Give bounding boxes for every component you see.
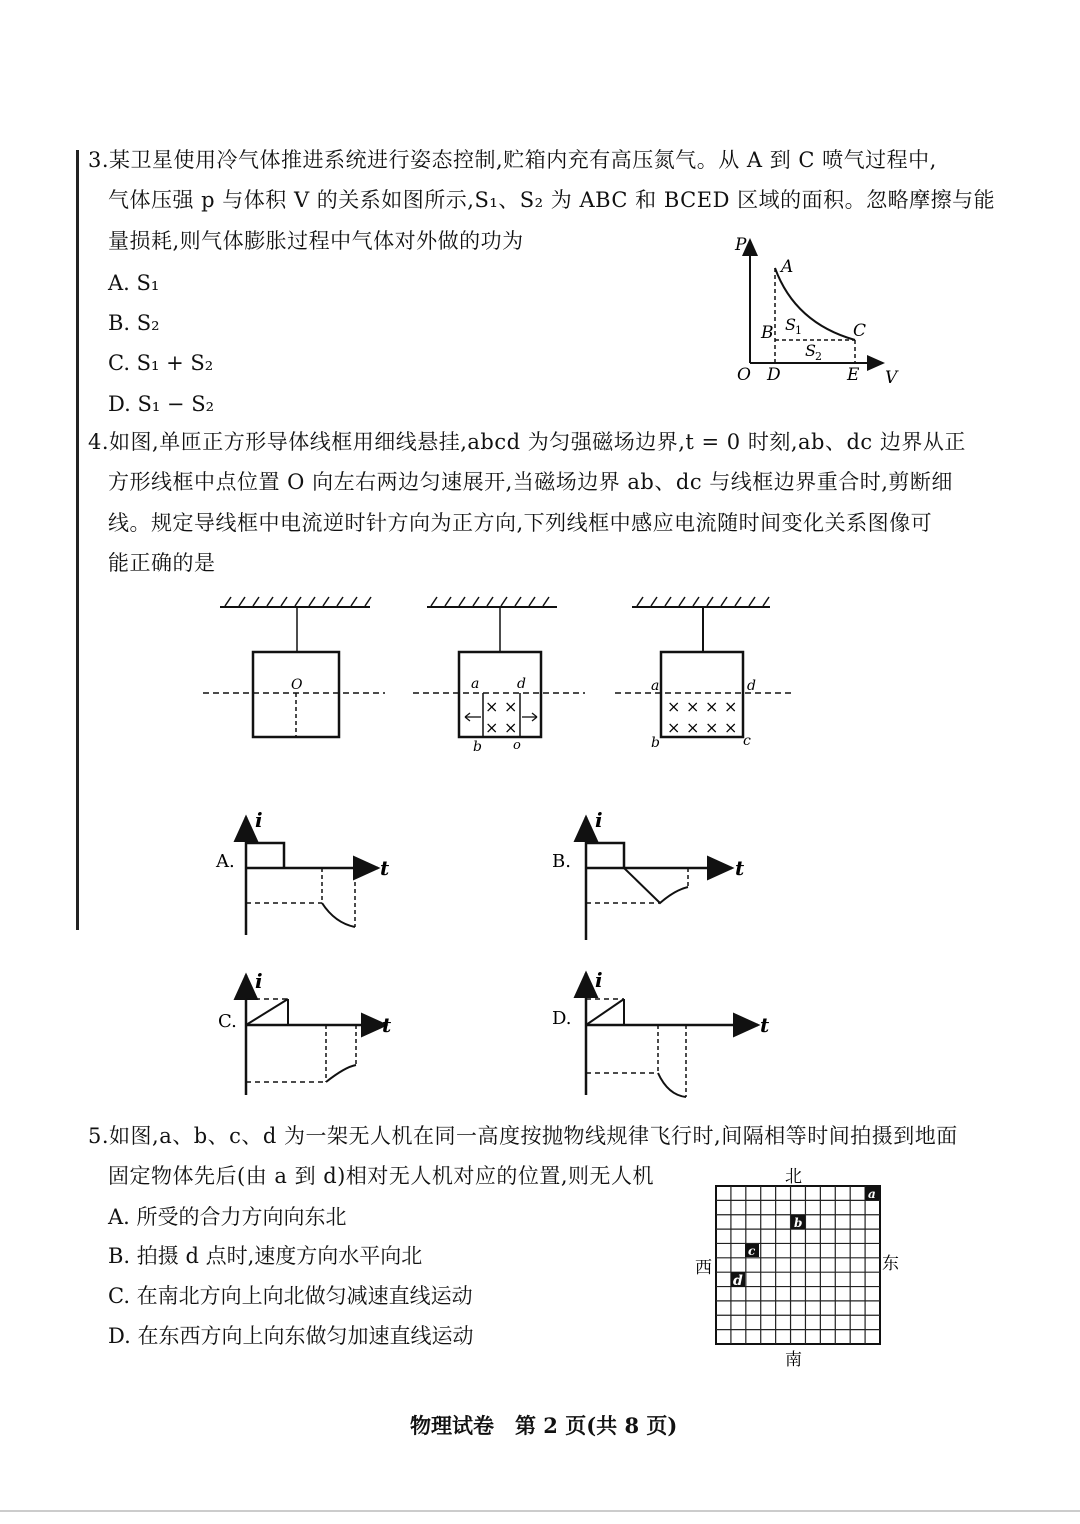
fig3-cross-4: × — [724, 697, 738, 716]
q3-line3: 量损耗,则气体膨胀过程中气体对外做的功为 — [108, 229, 524, 253]
frame-fig-1 — [203, 597, 385, 737]
fig3-cross-5: × — [667, 718, 681, 737]
label-o: O — [737, 365, 751, 385]
graph-c-label: C. — [218, 1011, 237, 1032]
label-p: P — [735, 235, 747, 255]
graph-c-t: t — [382, 1013, 392, 1037]
label-s2-sub: 2 — [815, 350, 822, 363]
pv-graph — [725, 228, 905, 388]
fig2-label-o: o — [513, 738, 521, 753]
frame-fig-3 — [615, 597, 791, 751]
grid-north: 北 — [785, 1167, 802, 1187]
fig3-cross-8: × — [724, 718, 738, 737]
q3-option-d: D. S₁ − S₂ — [108, 392, 214, 416]
page-footer: 物理试卷 第 2 页(共 8 页) — [410, 1413, 678, 1438]
fig3-cross-1: × — [667, 697, 681, 716]
fig3-label-b: b — [651, 735, 660, 751]
fig2-label-b: b — [473, 739, 482, 755]
grid-label-b: b — [794, 1216, 803, 1230]
q5-option-b: B. 拍摄 d 点时,速度方向水平向北 — [108, 1244, 423, 1268]
fig2-cross-4: × — [504, 718, 518, 737]
fig3-label-c: c — [743, 733, 751, 749]
q5-option-d: D. 在东西方向上向东做匀加速直线运动 — [108, 1324, 474, 1348]
fig3-cross-7: × — [705, 718, 719, 737]
q3-line2: 气体压强 p 与体积 V 的关系如图所示,S₁、S₂ 为 ABC 和 BCED 区域的面积。忽略摩擦与能 — [108, 188, 996, 212]
frame-figures — [195, 595, 805, 755]
label-c: C — [853, 321, 867, 341]
fig3-cross-3: × — [705, 697, 719, 716]
q4-line3: 线。规定导线框中电流逆时针方向为正方向,下列线框中感应电流随时间变化关系图像可 — [108, 511, 933, 535]
graph-a-t: t — [380, 856, 390, 880]
label-a: A — [781, 257, 794, 277]
label-v: V — [885, 368, 898, 388]
q3-line1: 3.某卫星使用冷气体推进系统进行姿态控制,贮箱内充有高压氮气。从 A 到 C 喷气过程中, — [88, 148, 937, 172]
grid-lines — [716, 1186, 880, 1344]
q4-line2: 方形线框中点位置 O 向左右两边匀速展开,当磁场边界 ab、dc 与线框边界重合时,剪断细 — [108, 470, 953, 494]
graph-a-label: A. — [216, 851, 235, 872]
frame-2 — [459, 652, 541, 737]
q3-option-a: A. S₁ — [108, 271, 160, 295]
q3-option-c: C. S₁ + S₂ — [108, 351, 214, 375]
grid-east: 东 — [882, 1254, 899, 1274]
graph-b-i: i — [595, 808, 603, 832]
q4-line4: 能正确的是 — [108, 551, 216, 575]
label-s2: S — [805, 341, 816, 360]
grid-label-a: a — [868, 1187, 876, 1201]
fig2-cross-2: × — [504, 697, 518, 716]
label-s1: S — [785, 315, 796, 334]
graph-b-label: B. — [552, 851, 571, 872]
q5-option-a: A. 所受的合力方向向东北 — [108, 1205, 347, 1229]
graph-c — [218, 969, 392, 1095]
current-graphs — [210, 805, 780, 1105]
fig3-label-d: d — [747, 678, 756, 694]
graph-a-i: i — [255, 808, 263, 832]
bottom-rule — [0, 1510, 1080, 1512]
graph-d-t: t — [760, 1013, 770, 1037]
label-d: D — [767, 365, 781, 385]
fig1-label-o: O — [291, 677, 303, 693]
fig3-cross-6: × — [686, 718, 700, 737]
fig3-cross-2: × — [686, 697, 700, 716]
q5-line2: 固定物体先后(由 a 到 d)相对无人机对应的位置,则无人机 — [108, 1164, 655, 1188]
q5-option-c: C. 在南北方向上向北做匀减速直线运动 — [108, 1284, 473, 1308]
grid-west: 西 — [695, 1258, 712, 1278]
graph-c-i: i — [255, 969, 263, 993]
fig2-cross-1: × — [485, 697, 499, 716]
fig2-label-d: d — [517, 676, 526, 692]
grid-label-d: d — [733, 1273, 743, 1289]
margin-bar — [76, 150, 79, 930]
graph-d — [552, 968, 770, 1097]
fig2-cross-3: × — [485, 718, 499, 737]
fig3-label-a: a — [651, 678, 660, 694]
label-e: E — [847, 365, 860, 385]
q3-option-b: B. S₂ — [108, 311, 160, 335]
frame-fig-2 — [413, 597, 585, 755]
label-s1-sub: 1 — [795, 324, 802, 337]
graph-b-t: t — [735, 856, 745, 880]
grid-label-c: c — [748, 1244, 756, 1258]
graph-d-i: i — [595, 968, 603, 992]
label-b: B — [761, 323, 774, 343]
grid-south: 南 — [785, 1350, 802, 1370]
graph-d-label: D. — [552, 1008, 572, 1029]
direction-grid — [690, 1162, 920, 1372]
fig2-label-a: a — [471, 676, 480, 692]
q5-line1: 5.如图,a、b、c、d 为一架无人机在同一高度按抛物线规律飞行时,间隔相等时间拍摄到地面 — [88, 1124, 958, 1148]
graph-a — [215, 808, 390, 935]
q4-line1: 4.如图,单匝正方形导体线框用细线悬挂,abcd 为匀强磁场边界,t = 0 时刻,ab、dc 边界从正 — [88, 430, 966, 454]
graph-b — [552, 808, 745, 940]
